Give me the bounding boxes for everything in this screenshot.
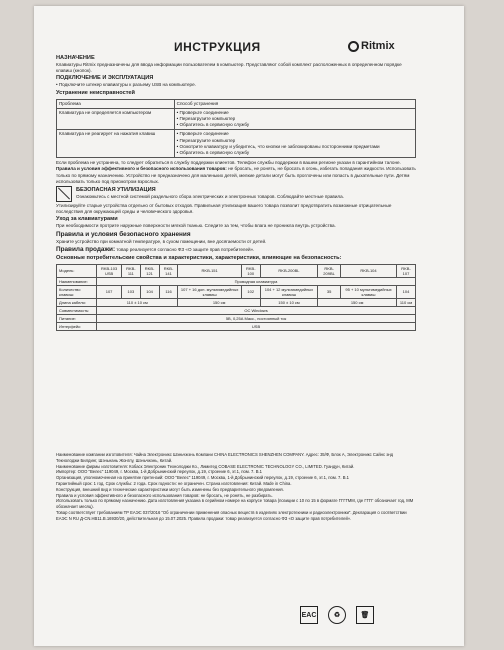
- faults-heading: Устранение неисправностей: [56, 89, 135, 96]
- fix-2: • Проверьте соединение • Перезагрузите компьютер • Осмотрите клавиатуру и убедитесь, что кнопки не заблокированы посторонними предметами • Обратитесь в сервисную службу: [174, 130, 415, 158]
- disposal-heading: БЕЗОПАСНАЯ УТИЛИЗАЦИЯ: [76, 187, 156, 194]
- connect-heading: ПОДКЛЮЧЕНИЕ И ЭКСПЛУАТАЦИЯ: [56, 75, 154, 82]
- page-title: ИНСТРУКЦИЯ: [174, 40, 261, 54]
- storage-text: Храните устройство при комнатной температуре, в сухом помещении, вне досягаемости от детей.: [56, 238, 267, 244]
- spec-row-models: Модель: RKB-103 USB RKB-111 RKB-121 RKB-141 RKB-151 RKB-100 RKB-200BL RKB-209BL RKB-104 RKB-107: [57, 264, 416, 277]
- spec-row-power: Питание: 5В, 0,25А Макс., постоянный ток: [57, 314, 416, 322]
- storage-heading: Правила и условия безопасного хранения: [56, 230, 191, 238]
- main-content: [56, 54, 416, 333]
- safety-block: Правила и условия эффективного и безопасного использования товаров: не бросать, не ронять, не бросать в огонь, избегать попадания жидкости. Использовать только по прямому назначению. Устройство не предназначено для маленьких детей, мелкие детали могут быть проглочены или попасть в дыхательные пути. Детям использовать только под присмотром взрослых.: [56, 166, 416, 184]
- col-fix: Способ устранения: [174, 99, 415, 108]
- disposal-text-2: Утилизируйте старые устройства отдельно от бытовых отходов. Правильная утилизация вашего товара позволит предотвратить возможные отрицательные последствия для окружающей среды и человеческого здоровья.: [56, 203, 392, 215]
- fix-1: • Проверьте соединение • Перезагрузите компьютер • Обратитесь в сервисную службу: [174, 108, 415, 130]
- spec-row-cable: Длина кабеля: 110 ± 10 см 150 см 150 ± 10 см 150 см 110 см: [57, 298, 416, 306]
- eac-mark: EAC: [300, 606, 318, 624]
- disposal-text: Ознакомьтесь с местной системой раздельного сбора электрических и электронных товаров. Соблюдайте местные правила.: [76, 194, 344, 200]
- brand-mark-icon: [348, 41, 359, 52]
- connect-text: • Подключите штекер клавиатуры к разъему USB на компьютере.: [56, 82, 196, 88]
- recycle-icon: ♻: [328, 606, 346, 624]
- legal-block: Наименование компании изготовителя: Чайна Электроникс Шэньчжэнь Компани CHINA ELECTRONICS SHENZHEN COMPANY. Адрес: 35/Ф, Блок А, Электроникс Сайнс энд Текнолоджи Билдинг, Шэньнань Жонглу, Шэньчжэнь, Китай. Наименование фирмы изготовителя: Кобаск Электроник Технолоджи Ко., Лимитед COBASE ELECTRONIC TECHNOLOGY CO., LIMITED. Гуандун, Китай. Импортер: ООО "Велес" 119049, г. Москва, 1-й Добрынинский переулок, д.19, строение 6, эт.1, пом. 7. В.1 Организация, уполномоченная на принятие претензий: ООО "Велес" 119049, г. Москва, 1-й Добрынинский переулок, д.19, строение 6, эт.1, пом. 7. В.1 Гарантийный срок: 1 год. Срок службы: 2 года. Срок годности: не ограничен. Страна изготовления: Китай. Made in China. Конструкция, внешний вид и технические характеристики могут быть изменены без предварительного уведомления. Правила и условия эффективного и безопасного использования товаров: не бросать, не ронять, не разбирать. Использовать только по прямому назначению. Дата изготовления указана в серийном номере на корпусе товара (позиции с 10 по 15 в формате ГГГГММ, где ГГГГ обозначает год, ММ обозначает месяц). Товар соответствует требованиям ТР ЕАЭС 037/2016 "Об ограничении применения опасных веществ в изделиях электротехники и радиоэлектроники". Декларация о соответствии ЕАЭС N RU Д-CN.HB11.B.16930/20, действительная до 15.07.2025. Правила продажи: товар реализуется согласно ФЗ «О защите прав потребителей».: [56, 452, 414, 521]
- bin-icon: 🗑: [356, 606, 374, 624]
- purpose-text: Клавиатуры Ritmix предназначены для ввода информации пользователем в компьютер. Представляют собой комплект расположенных в определенном порядке клавиш (кнопок).: [56, 62, 402, 74]
- care-text: При необходимости протрите наружные поверхности мягкой тканью. Следите за тем, чтобы влага не проникла внутрь устройства.: [56, 223, 336, 229]
- brand-name: Ritmix: [361, 40, 395, 52]
- support-text: Если проблема не устранена, то следует обратиться в службу поддержки клиентов. Телефон службы поддержки в вашем регионе указан в гарантийном талоне.: [56, 160, 401, 166]
- bin-icon: [56, 186, 72, 202]
- problem-1: Клавиатура не определяется компьютером: [57, 108, 175, 130]
- spec-table: [56, 264, 416, 331]
- col-problem: Проблема: [57, 99, 175, 108]
- sale-block: Правила продажи: товар реализуется согласно ФЗ «О защите прав потребителей».: [56, 245, 255, 253]
- faults-table: [56, 99, 416, 159]
- problem-2: Клавиатура не реагирует на нажатия клавиш: [57, 130, 175, 158]
- brand-logo: [348, 40, 395, 52]
- purpose-heading: НАЗНАЧЕНИЕ: [56, 55, 95, 61]
- cert-marks: [300, 606, 374, 624]
- props-heading: Основные потребительские свойства и характеристики, характеристики, влияющие на безопасность:: [56, 254, 342, 261]
- disposal-block: [56, 186, 416, 202]
- care-heading: Уход за клавиатурами: [56, 216, 118, 223]
- spec-row-name: Наименование: Проводная клавиатура: [57, 277, 416, 285]
- spec-row-compat: Совместимость: ОС Windows: [57, 306, 416, 314]
- spec-row-keys: Количество клавиш: 107 103 104 116 107 + 16 доп. мультимедийных клавиш 102 104 + 12 мультимедийных клавиш 35 95 + 10 мультимедийных клавиш 104: [57, 285, 416, 298]
- spec-row-interface: Интерфейс: USB: [57, 322, 416, 330]
